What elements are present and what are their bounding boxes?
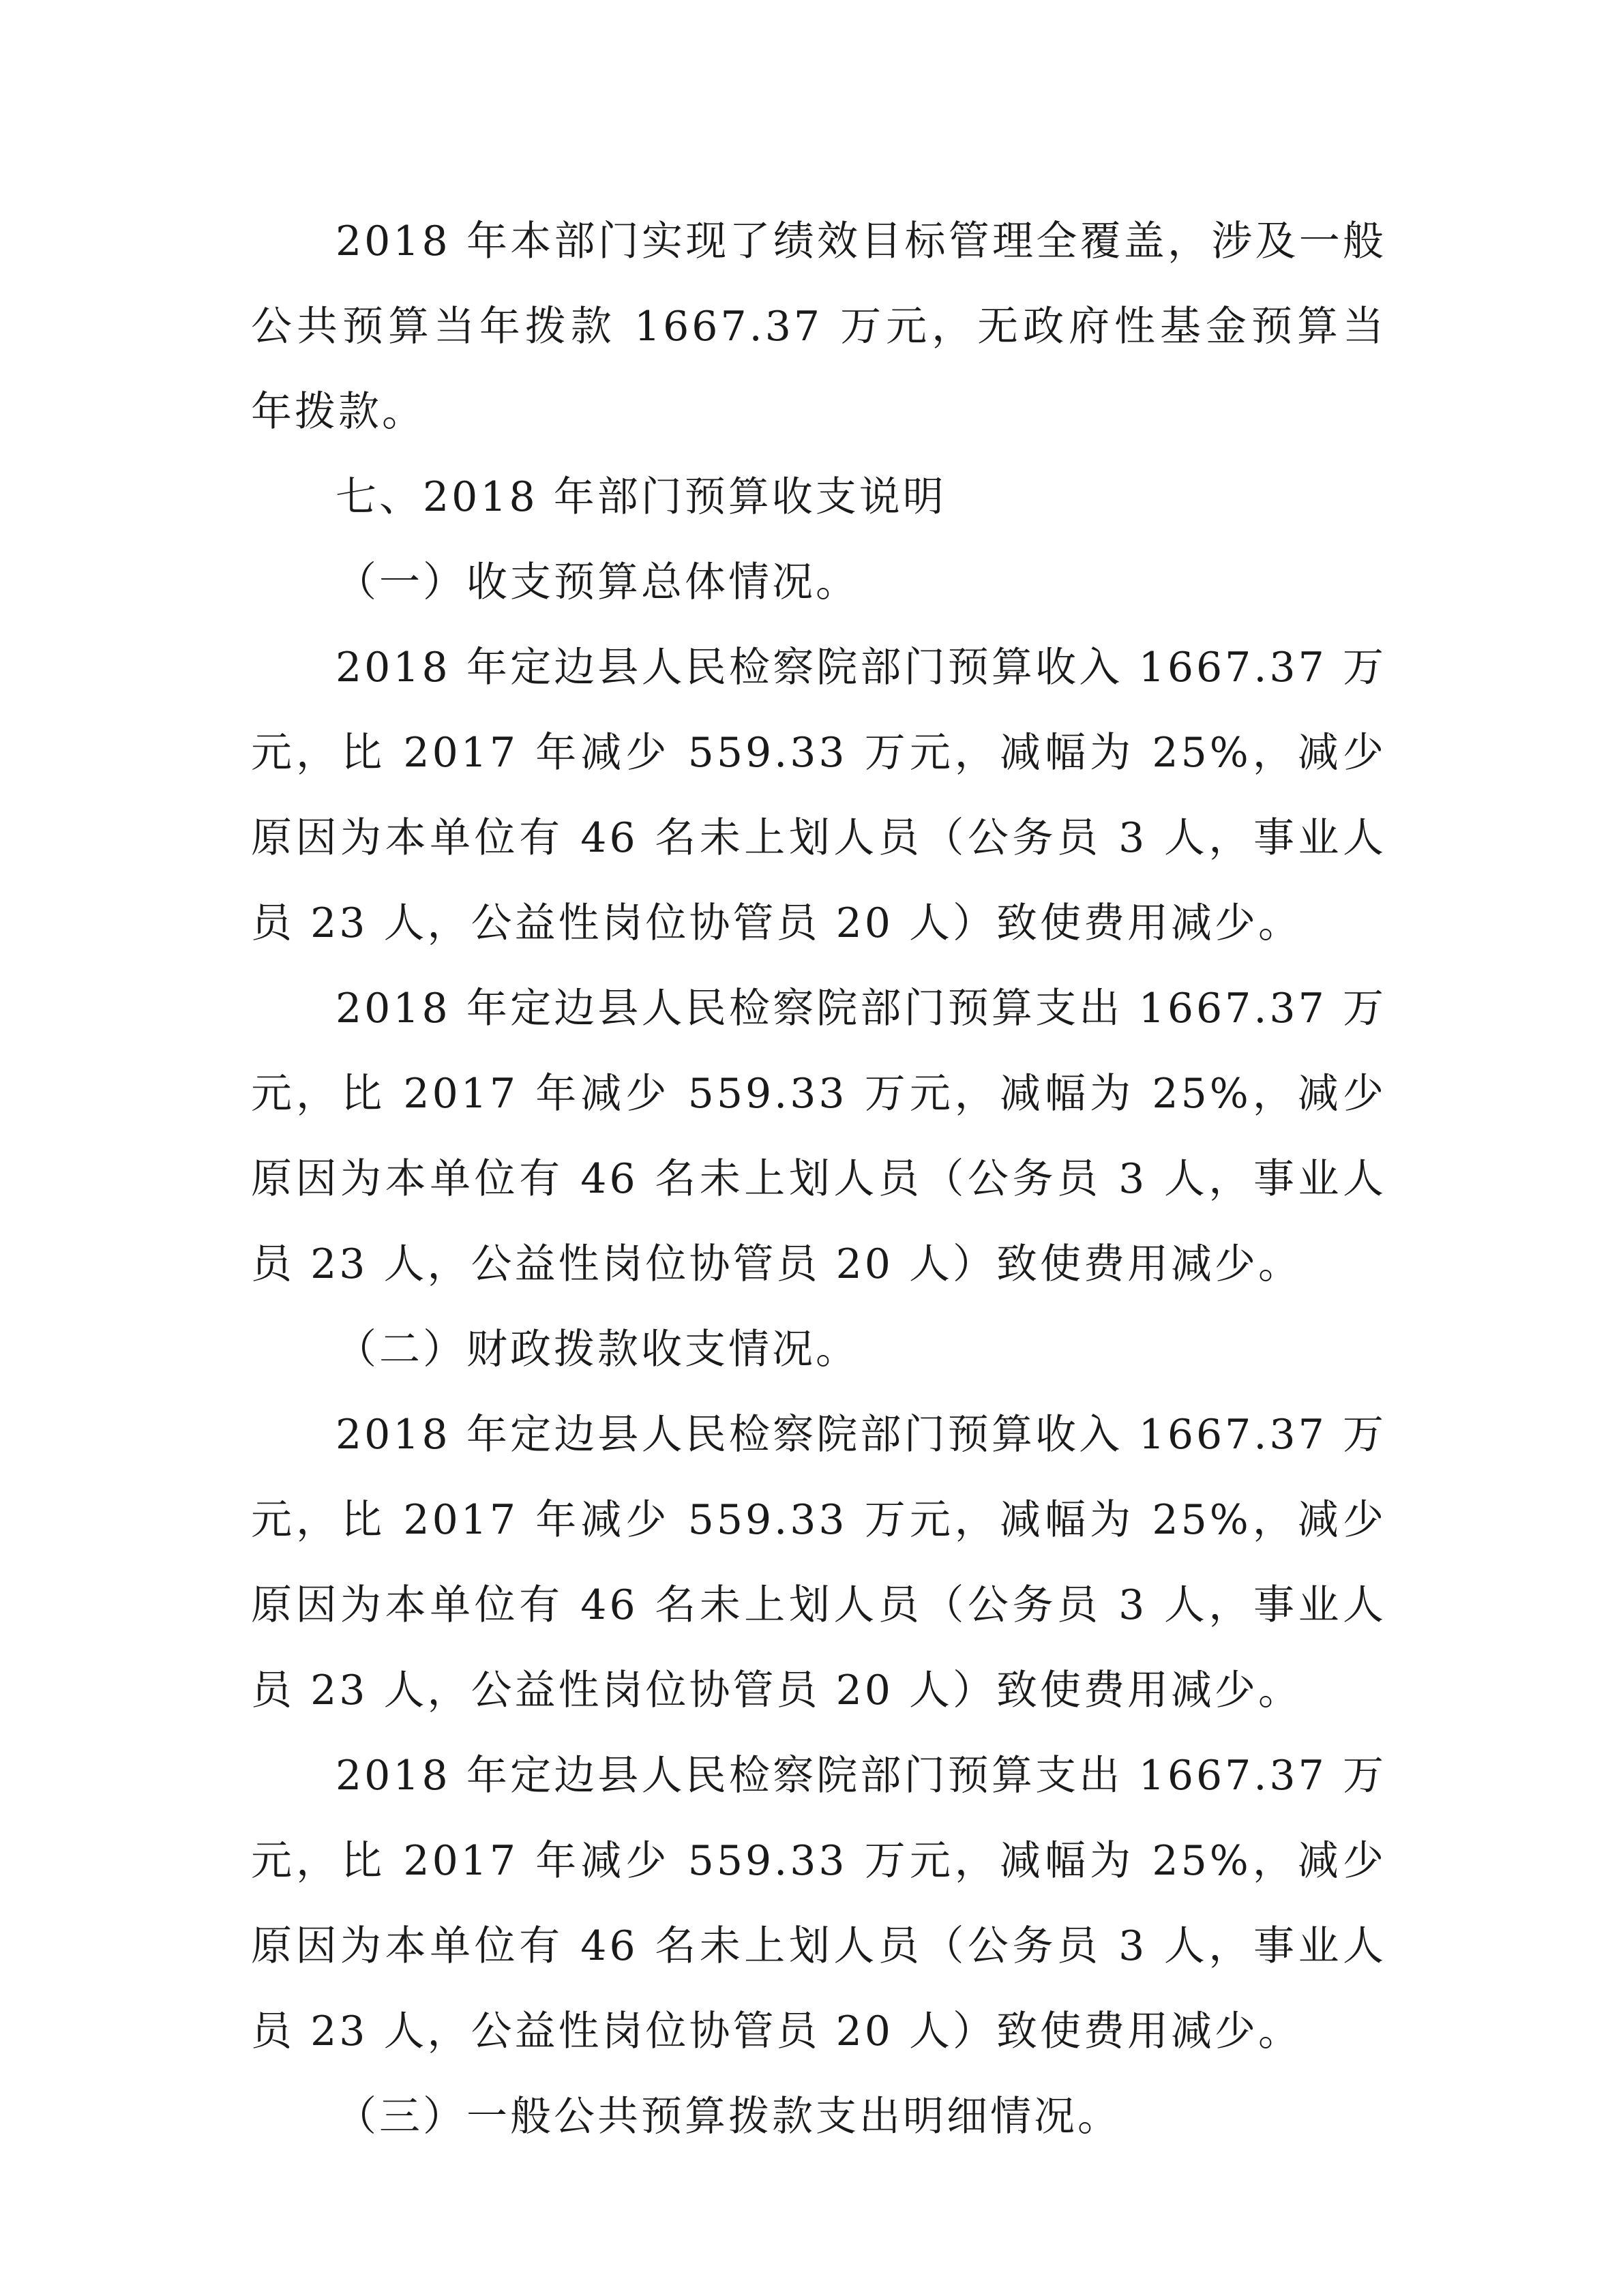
paragraph-fiscal-income: 2018 年定边县人民检察院部门预算收入 1667.37 万元，比 2017 年减少 559.33 万元，减幅为 25%，减少原因为本单位有 46 名未上划人员（公务员 3 人，事业人员 23 人，公益性岗位协管员 20 人）致使费用减少。 (251, 1411, 1386, 1714)
paragraph-budget-income: 2018 年定边县人民检察院部门预算收入 1667.37 万元，比 2017 年减少 559.33 万元，减幅为 25%，减少原因为本单位有 46 名未上划人员（公务员 3 人，事业人员 23 人，公益性岗位协管员 20 人）致使费用减少。 (251, 644, 1386, 947)
paragraph-budget-expenditure: 2018 年定边县人民检察院部门预算支出 1667.37 万元，比 2017 年减少 559.33 万元，减幅为 25%，减少原因为本单位有 46 名未上划人员（公务员 3 人，事业人员 23 人，公益性岗位协管员 20 人）致使费用减少。 (251, 985, 1386, 1288)
subheading-fiscal-appropriation: （二）财政拨款收支情况。 (336, 1326, 859, 1373)
paragraph-fiscal-expenditure: 2018 年定边县人民检察院部门预算支出 1667.37 万元，比 2017 年减少 559.33 万元，减幅为 25%，减少原因为本单位有 46 名未上划人员（公务员 3 人，事业人员 23 人，公益性岗位协管员 20 人）致使费用减少。 (251, 1752, 1386, 2055)
document-body (251, 199, 1386, 2160)
paragraph-performance-coverage: 2018 年本部门实现了绩效目标管理全覆盖，涉及一般公共预算当年拨款 1667.37 万元，无政府性基金预算当年拨款。 (251, 218, 1386, 436)
subheading-overall-budget: （一）收支预算总体情况。 (336, 558, 859, 606)
section-heading-budget-description: 七、2018 年部门预算收支说明 (336, 473, 947, 521)
subheading-general-public-budget-detail: （三）一般公共预算拨款支出明细情况。 (336, 2093, 1121, 2141)
